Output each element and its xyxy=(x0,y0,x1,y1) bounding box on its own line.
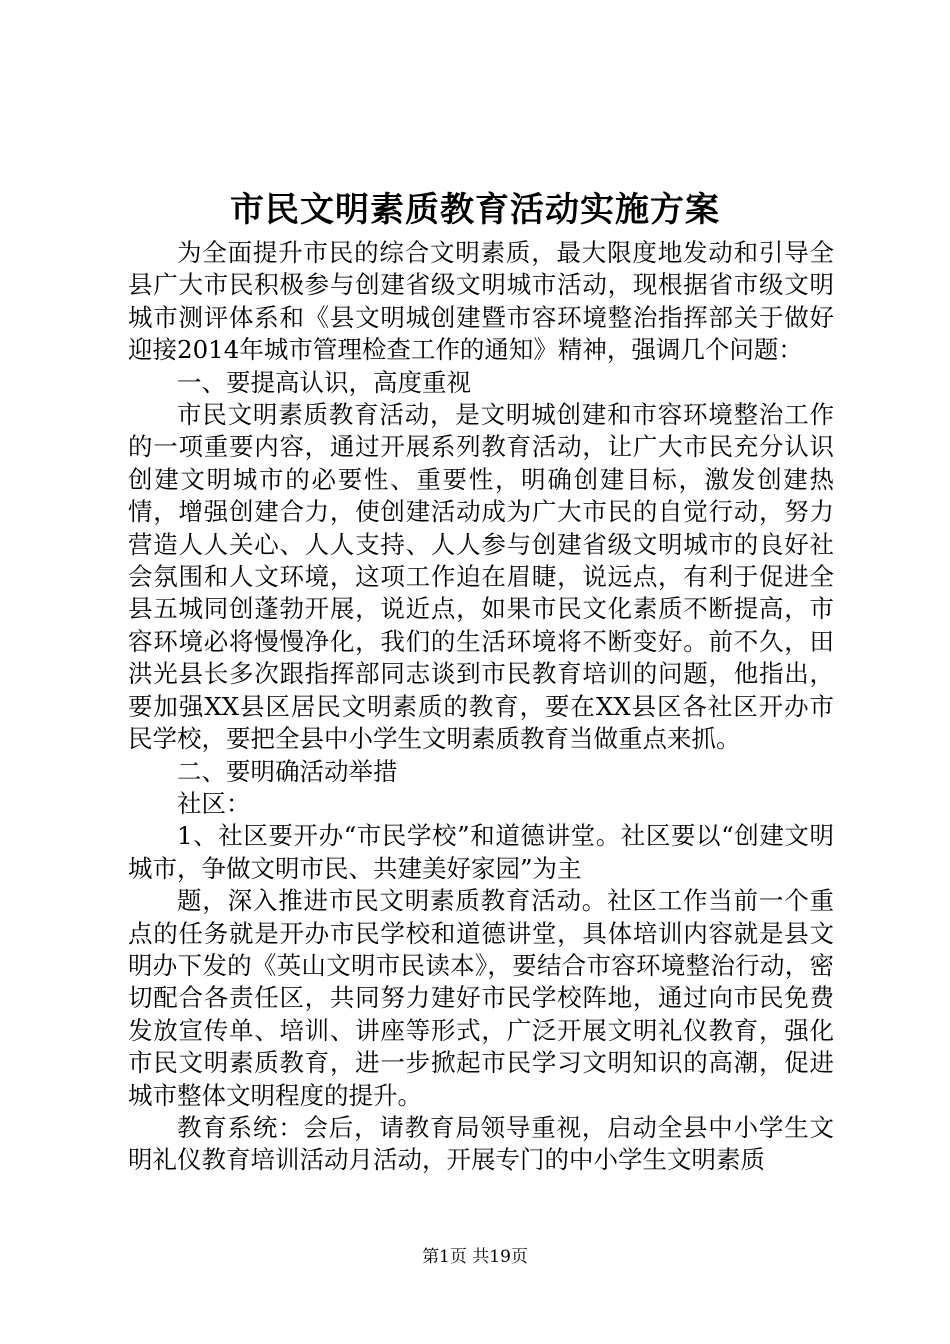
paragraph-education-system: 教育系统：会后，请教育局领导重视，启动全县中小学生文明礼仪教育培训活动月活动，开展专门的中小学生文明素质 xyxy=(128,1112,834,1175)
section-heading-1: 一、要提高认识，高度重视 xyxy=(177,367,471,397)
paragraph-community-item-1: 1、社区要开办“市民学校”和道德讲堂。社区要以“创建文明城市，争做文明市民、共建美好家园”为主 xyxy=(128,821,834,883)
paragraph-section-1: 市民文明素质教育活动，是文明城创建和市容环境整治工作的一项重要内容，通过开展系列教育活动，让广大市民充分认识创建文明城市的必要性、重要性，明确创建目标，激发创建热情，增强创建合力，使创建活动成为广大市民的自觉行动，努力营造人人关心、人人支持、人人参与创建省级文明城市的良好社会氛围和人文环境，这项工作迫在眉睫，说远点，有利于促进全县五城同创蓬勃开展，说近点，如果市民文化素质不断提高，市容环境必将慢慢净化，我们的生活环境将不断变好。前不久，田洪光县长多次跟指挥部同志谈到市民教育培训的问题，他指出，要加强XX县区居民文明素质的教育，要在XX县区各社区开办市民学校，要把全县中小学生文明素质教育当做重点来抓。 xyxy=(128,400,834,754)
paragraph-community-detail: 题，深入推进市民文明素质教育活动。社区工作当前一个重点的任务就是开办市民学校和道德讲堂，具体培训内容就是县文明办下发的《英山文明市民读本》，要结合市容环境整治行动，密切配合各责任区，共同努力建好市民学校阵地，通过向市民免费发放宣传单、培训、讲座等形式，广泛开展文明礼仪教育，强化市民文明素质教育，进一步掀起市民学习文明知识的高潮，促进城市整体文明程度的提升。 xyxy=(128,886,834,1110)
section-heading-2: 二、要明确活动举措 xyxy=(177,756,398,786)
paragraph-intro: 为全面提升市民的综合文明素质，最大限度地发动和引导全县广大市民积极参与创建省级文明城市活动，现根据省市级文明城市测评体系和《县文明城创建暨市容环境整治指挥部关于做好迎接2014年城市管理检查工作的通知》精神，强调几个问题： xyxy=(128,238,834,365)
document-body xyxy=(128,237,834,1177)
subheading-community: 社区： xyxy=(177,788,251,818)
document-title: 市民文明素质教育活动实施方案 xyxy=(230,190,720,230)
page-number-footer: 第1页 共19页 xyxy=(422,1247,528,1267)
